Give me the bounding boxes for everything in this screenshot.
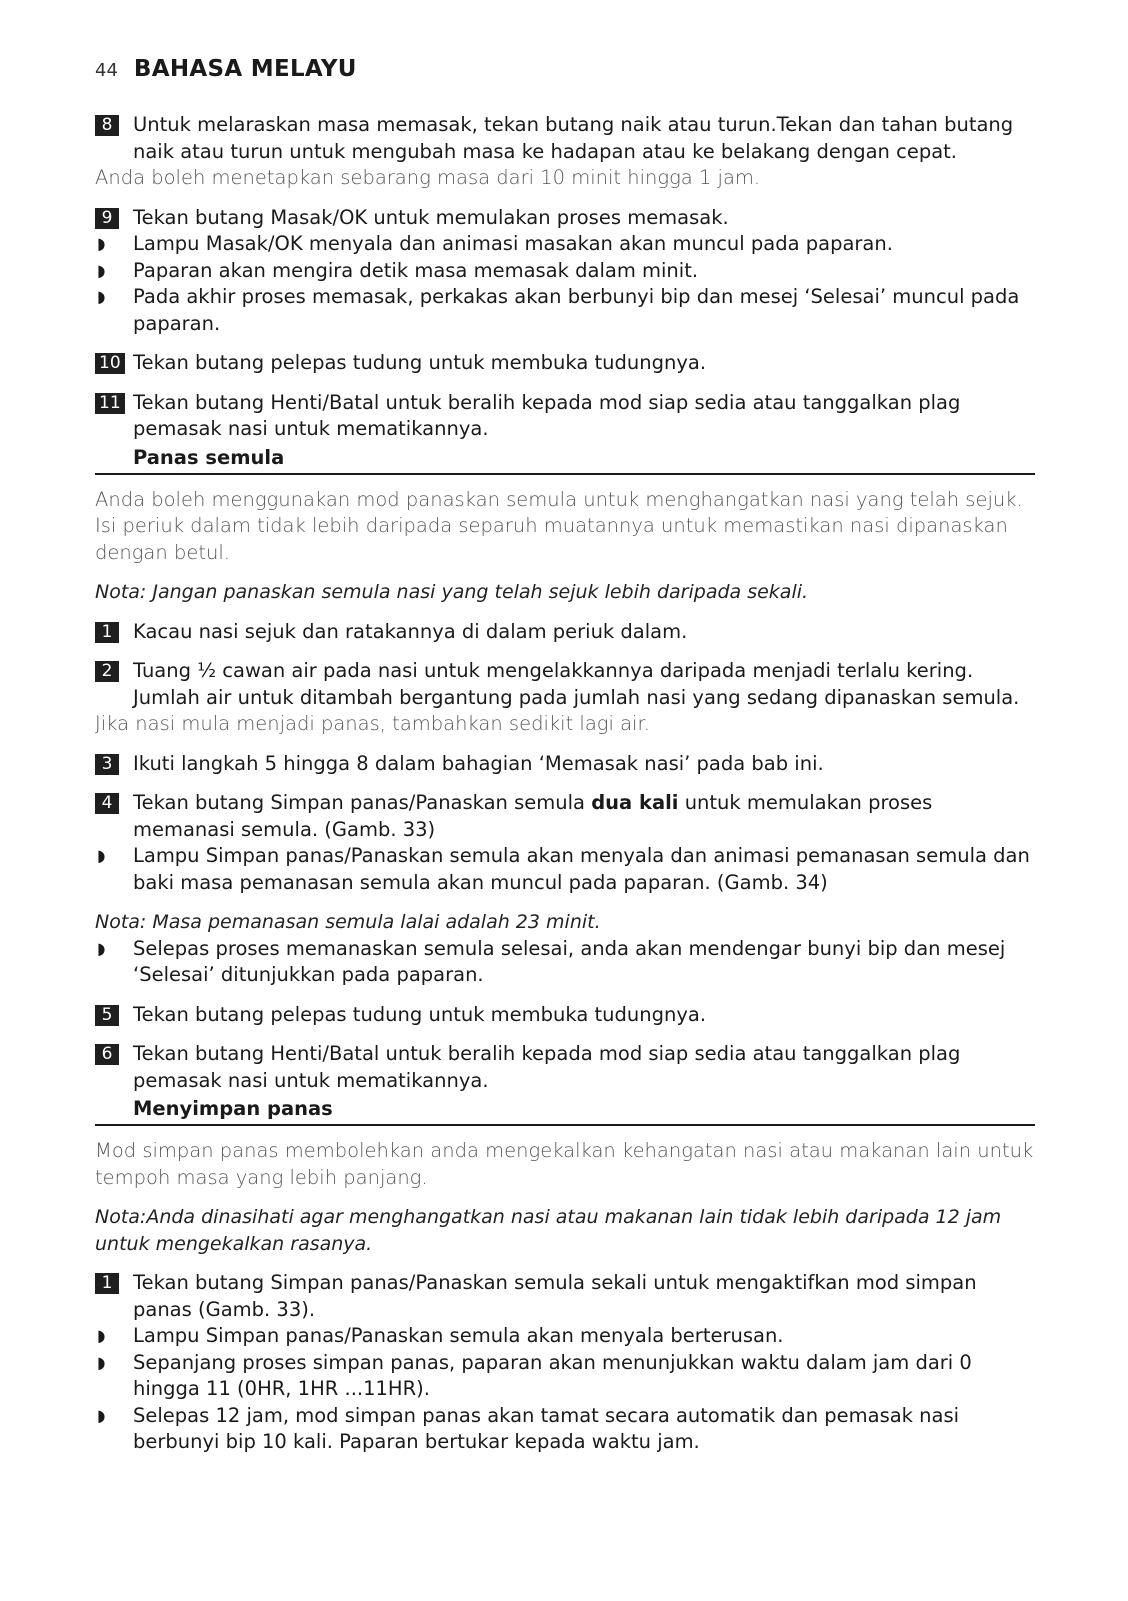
- page-title: BAHASA MELAYU: [133, 56, 357, 82]
- document-page: [95, 56, 1035, 1456]
- step-number: 11: [95, 393, 125, 414]
- step-number: 8: [95, 115, 119, 136]
- reheat-step-1: [95, 619, 1035, 646]
- bullet-item: [95, 936, 1035, 989]
- bullet-text: Lampu Masak/OK menyala dan animasi masakan akan muncul pada paparan.: [133, 232, 893, 255]
- page-number: 44: [95, 60, 118, 81]
- section-heading-keep-warm: [95, 1096, 1035, 1126]
- bullet-icon: ◗: [97, 846, 106, 865]
- step-number: 1: [95, 622, 119, 643]
- step-text: Tekan butang Henti/Batal untuk beralih kepada mod siap sedia atau tanggalkan plag pemasak nasi untuk mematikannya.: [133, 390, 961, 440]
- reheat-step-4: [95, 790, 1035, 843]
- step-text-pre: Tekan butang Simpan panas/Panaskan semula: [133, 791, 592, 814]
- bullet-text: Lampu Simpan panas/Panaskan semula akan menyala dan animasi pemanasan semula dan baki masa pemanasan semula akan muncul pada paparan. (Gamb. 34): [133, 844, 1030, 894]
- step-number: 9: [95, 208, 119, 229]
- step-number: 1: [95, 1273, 119, 1294]
- bullet-item: [95, 231, 1035, 258]
- step-text: Kacau nasi sejuk dan ratakannya di dalam periuk dalam.: [133, 619, 688, 643]
- page-header: [95, 56, 1035, 86]
- bullet-item: [95, 284, 1035, 337]
- bullet-item: [95, 258, 1035, 285]
- bullet-item: [95, 1323, 1035, 1350]
- keepwarm-step-1: [95, 1270, 1035, 1323]
- bullet-text: Pada akhir proses memasak, perkakas akan berbunyi bip dan mesej ‘Selesai’ muncul pada paparan.: [133, 285, 1020, 335]
- step-text: Tekan butang Henti/Batal untuk beralih kepada mod siap sedia atau tanggalkan plag pemasak nasi untuk mematikannya.: [133, 1042, 961, 1092]
- reheat-step-6: [95, 1041, 1035, 1094]
- step-number: 5: [95, 1005, 119, 1026]
- step-text: Tekan butang pelepas tudung untuk membuka tudungnya.: [133, 351, 707, 374]
- reheat-step-5: [95, 1002, 1035, 1029]
- step-text-bold: dua kali: [591, 791, 679, 814]
- step-number: 3: [95, 754, 119, 775]
- step-9: [95, 205, 1035, 232]
- bullet-text: Sepanjang proses simpan panas, paparan akan menunjukkan waktu dalam jam dari 0 hingga 11 (0HR, 1HR ...11HR).: [133, 1350, 972, 1400]
- section-intro: Anda boleh menggunakan mod panaskan semula untuk menghangatkan nasi yang telah sejuk. Isi periuk dalam tidak lebih daripada separuh muatannya untuk memastikan nasi dipanaskan dengan betul.: [95, 487, 1023, 564]
- step-text: Tekan butang Masak/OK untuk memulakan proses memasak.: [133, 205, 729, 229]
- bullet-text: Paparan akan mengira detik masa memasak dalam minit.: [133, 258, 699, 282]
- bullet-icon: ◗: [97, 260, 106, 280]
- bullet-icon: ◗: [97, 1326, 106, 1345]
- bullet-icon: ◗: [97, 287, 106, 306]
- step-11: [95, 390, 1035, 443]
- bullet-text: Selepas proses memanaskan semula selesai, anda akan mendengar bunyi bip dan mesej ‘Selesai’ ditunjukkan pada paparan.: [133, 936, 1006, 986]
- bullet-icon: ◗: [97, 1352, 106, 1372]
- section-title: Menyimpan panas: [133, 1097, 333, 1120]
- step-note: Jika nasi mula menjadi panas, tambahkan sedikit lagi air.: [95, 712, 650, 735]
- section-title: Panas semula: [133, 445, 285, 469]
- step-text: Untuk melaraskan masa memasak, tekan butang naik atau turun.Tekan dan tahan butang naik atau turun untuk mengubah masa ke hadapan atau ke belakang dengan cepat.: [133, 113, 1014, 163]
- bullet-text: Lampu Simpan panas/Panaskan semula akan menyala berterusan.: [133, 1324, 784, 1347]
- step-8-note: Anda boleh menetapkan sebarang masa dari 10 minit hingga 1 jam.: [95, 166, 761, 189]
- bullet-icon: ◗: [97, 1405, 106, 1425]
- note-text: Nota: Masa pemanasan semula lalai adalah 23 minit.: [95, 911, 601, 933]
- bullet-item: [95, 1403, 1035, 1456]
- bullet-item: [95, 1350, 1035, 1403]
- reheat-step-2: [95, 658, 1035, 711]
- step-number: 2: [95, 661, 119, 682]
- step-number: 4: [95, 793, 119, 814]
- bullet-icon: ◗: [97, 234, 106, 253]
- step-number: 6: [95, 1044, 119, 1065]
- step-text: Tuang ½ cawan air pada nasi untuk mengelakkannya daripada menjadi terlalu kering. Jumlah air untuk ditambah bergantung pada jumlah nasi yang sedang dipanaskan semula.: [133, 659, 1020, 709]
- note-text: Nota: Jangan panaskan semula nasi yang telah sejuk lebih daripada sekali.: [95, 581, 809, 603]
- step-text: Tekan butang pelepas tudung untuk membuka tudungnya.: [133, 1002, 707, 1026]
- step-number: 10: [95, 353, 125, 374]
- step-text-post: untuk memulakan proses memanasi semula. (Gamb. 33): [133, 791, 933, 841]
- step-8: [95, 112, 1035, 165]
- section-heading-reheat: [95, 445, 1035, 475]
- step-text: Tekan butang Simpan panas/Panaskan semula sekali untuk mengaktifkan mod simpan panas (Gamb. 33).: [133, 1271, 977, 1321]
- bullet-icon: ◗: [97, 938, 106, 958]
- step-10: [95, 350, 1035, 377]
- step-text: Ikuti langkah 5 hingga 8 dalam bahagian ‘Memasak nasi’ pada bab ini.: [133, 751, 824, 775]
- section-intro: Mod simpan panas membolehkan anda mengekalkan kehangatan nasi atau makanan lain untuk tempoh masa yang lebih panjang.: [95, 1139, 1034, 1189]
- bullet-text: Selepas 12 jam, mod simpan panas akan tamat secara automatik dan pemasak nasi berbunyi bip 10 kali. Paparan bertukar kepada waktu jam.: [133, 1403, 960, 1453]
- reheat-step-3: [95, 751, 1035, 778]
- bullet-item: [95, 843, 1035, 896]
- note-text: Nota:Anda dinasihati agar menghangatkan nasi atau makanan lain tidak lebih daripada 12 jam untuk mengekalkan rasanya.: [95, 1206, 1002, 1255]
